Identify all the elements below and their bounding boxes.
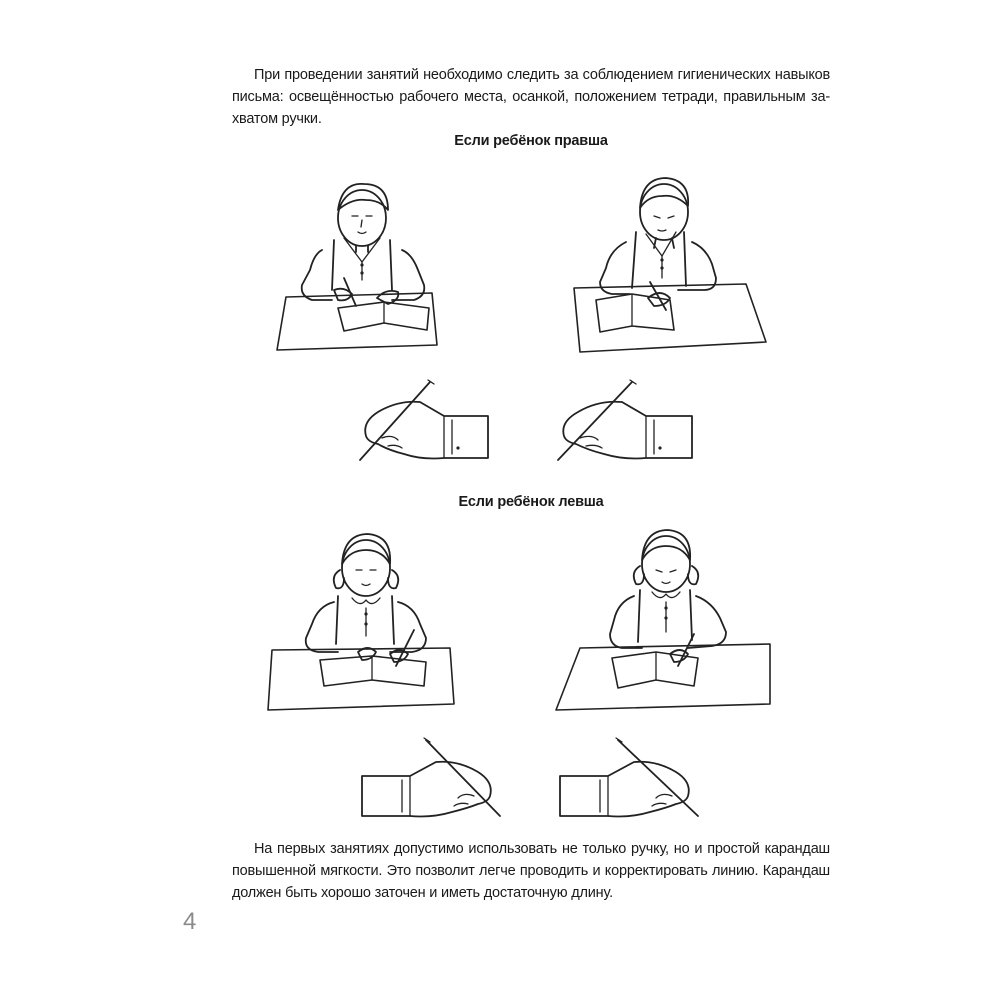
heading-left-handed: Если ребёнок левша xyxy=(458,494,604,510)
outro-paragraph: На первых занятиях допустимо использовать не только ручку, но и простой карандаш повышенной мягкости. Это позволит легче проводить и корректировать линию. Карандаш должен быть хорошо заточен и иметь достаточную длину. xyxy=(232,841,830,901)
girl-angled-view-illustration xyxy=(548,520,778,715)
boy-angled-view-illustration xyxy=(566,160,776,355)
right-hand-grip-illustration-1 xyxy=(348,376,498,466)
page-number: 4 xyxy=(183,908,197,935)
girl-front-view-illustration xyxy=(264,520,464,715)
right-hand-grip-illustration-2 xyxy=(548,376,698,466)
intro-paragraph: При проведении занятий необходимо следить за соблюдением гигиенических навыков письма: освещённостью рабочего места, осанкой, положением тетради, правильным за-хватом ручки. xyxy=(232,67,830,127)
left-hand-grip-illustration-2 xyxy=(552,734,702,824)
heading-right-handed: Если ребёнок правша xyxy=(454,133,608,149)
left-hand-grip-illustration-1 xyxy=(356,734,506,824)
boy-front-view-illustration xyxy=(272,160,452,355)
